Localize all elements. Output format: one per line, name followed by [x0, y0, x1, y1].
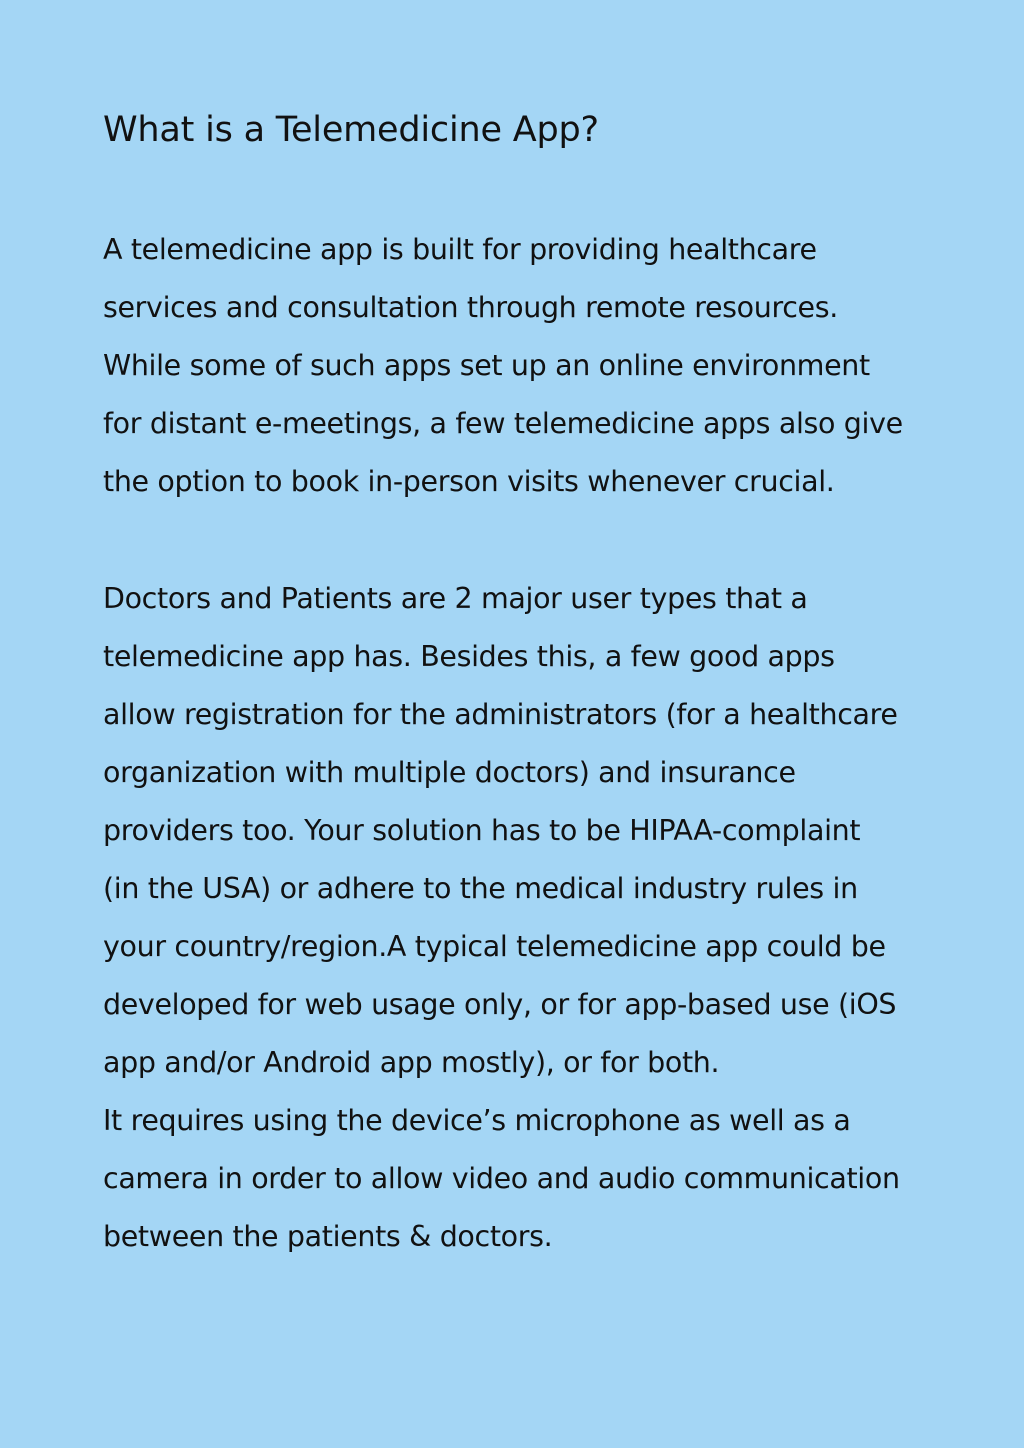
paragraph-line: Doctors and Patients are 2 major user types that a [103, 582, 808, 615]
paragraph-line: A telemedicine app is built for providing healthcare [103, 233, 817, 266]
paragraph-line: services and consultation through remote resources. [103, 291, 838, 324]
page-title: What is a Telemedicine App? [103, 110, 599, 150]
paragraph-line: camera in order to allow video and audio communication [103, 1162, 900, 1195]
paragraph-line: your country/region.A typical telemedicine app could be [103, 930, 886, 963]
paragraph-line: organization with multiple doctors) and insurance [103, 756, 796, 789]
paragraph-line: providers too. Your solution has to be HIPAA-complaint [103, 814, 861, 847]
intro-paragraph [103, 221, 903, 511]
paragraph-line: While some of such apps set up an online environment [103, 349, 870, 382]
paragraph-line: telemedicine app has. Besides this, a few good apps [103, 640, 835, 673]
paragraph-line: (in the USA) or adhere to the medical industry rules in [103, 872, 858, 905]
paragraph-line: between the patients & doctors. [103, 1220, 553, 1253]
paragraph-line: app and/or Android app mostly), or for both. [103, 1046, 720, 1079]
paragraph-line: allow registration for the administrators (for a healthcare [103, 698, 898, 731]
paragraph-line: developed for web usage only, or for app-based use (iOS [103, 988, 897, 1021]
paragraph-line: the option to book in-person visits whenever crucial. [103, 465, 835, 498]
paragraph-line: It requires using the device’s microphone as well as a [103, 1104, 851, 1137]
paragraph-line: for distant e-meetings, a few telemedicine apps also give [103, 407, 903, 440]
user-types-paragraph [103, 570, 900, 1266]
